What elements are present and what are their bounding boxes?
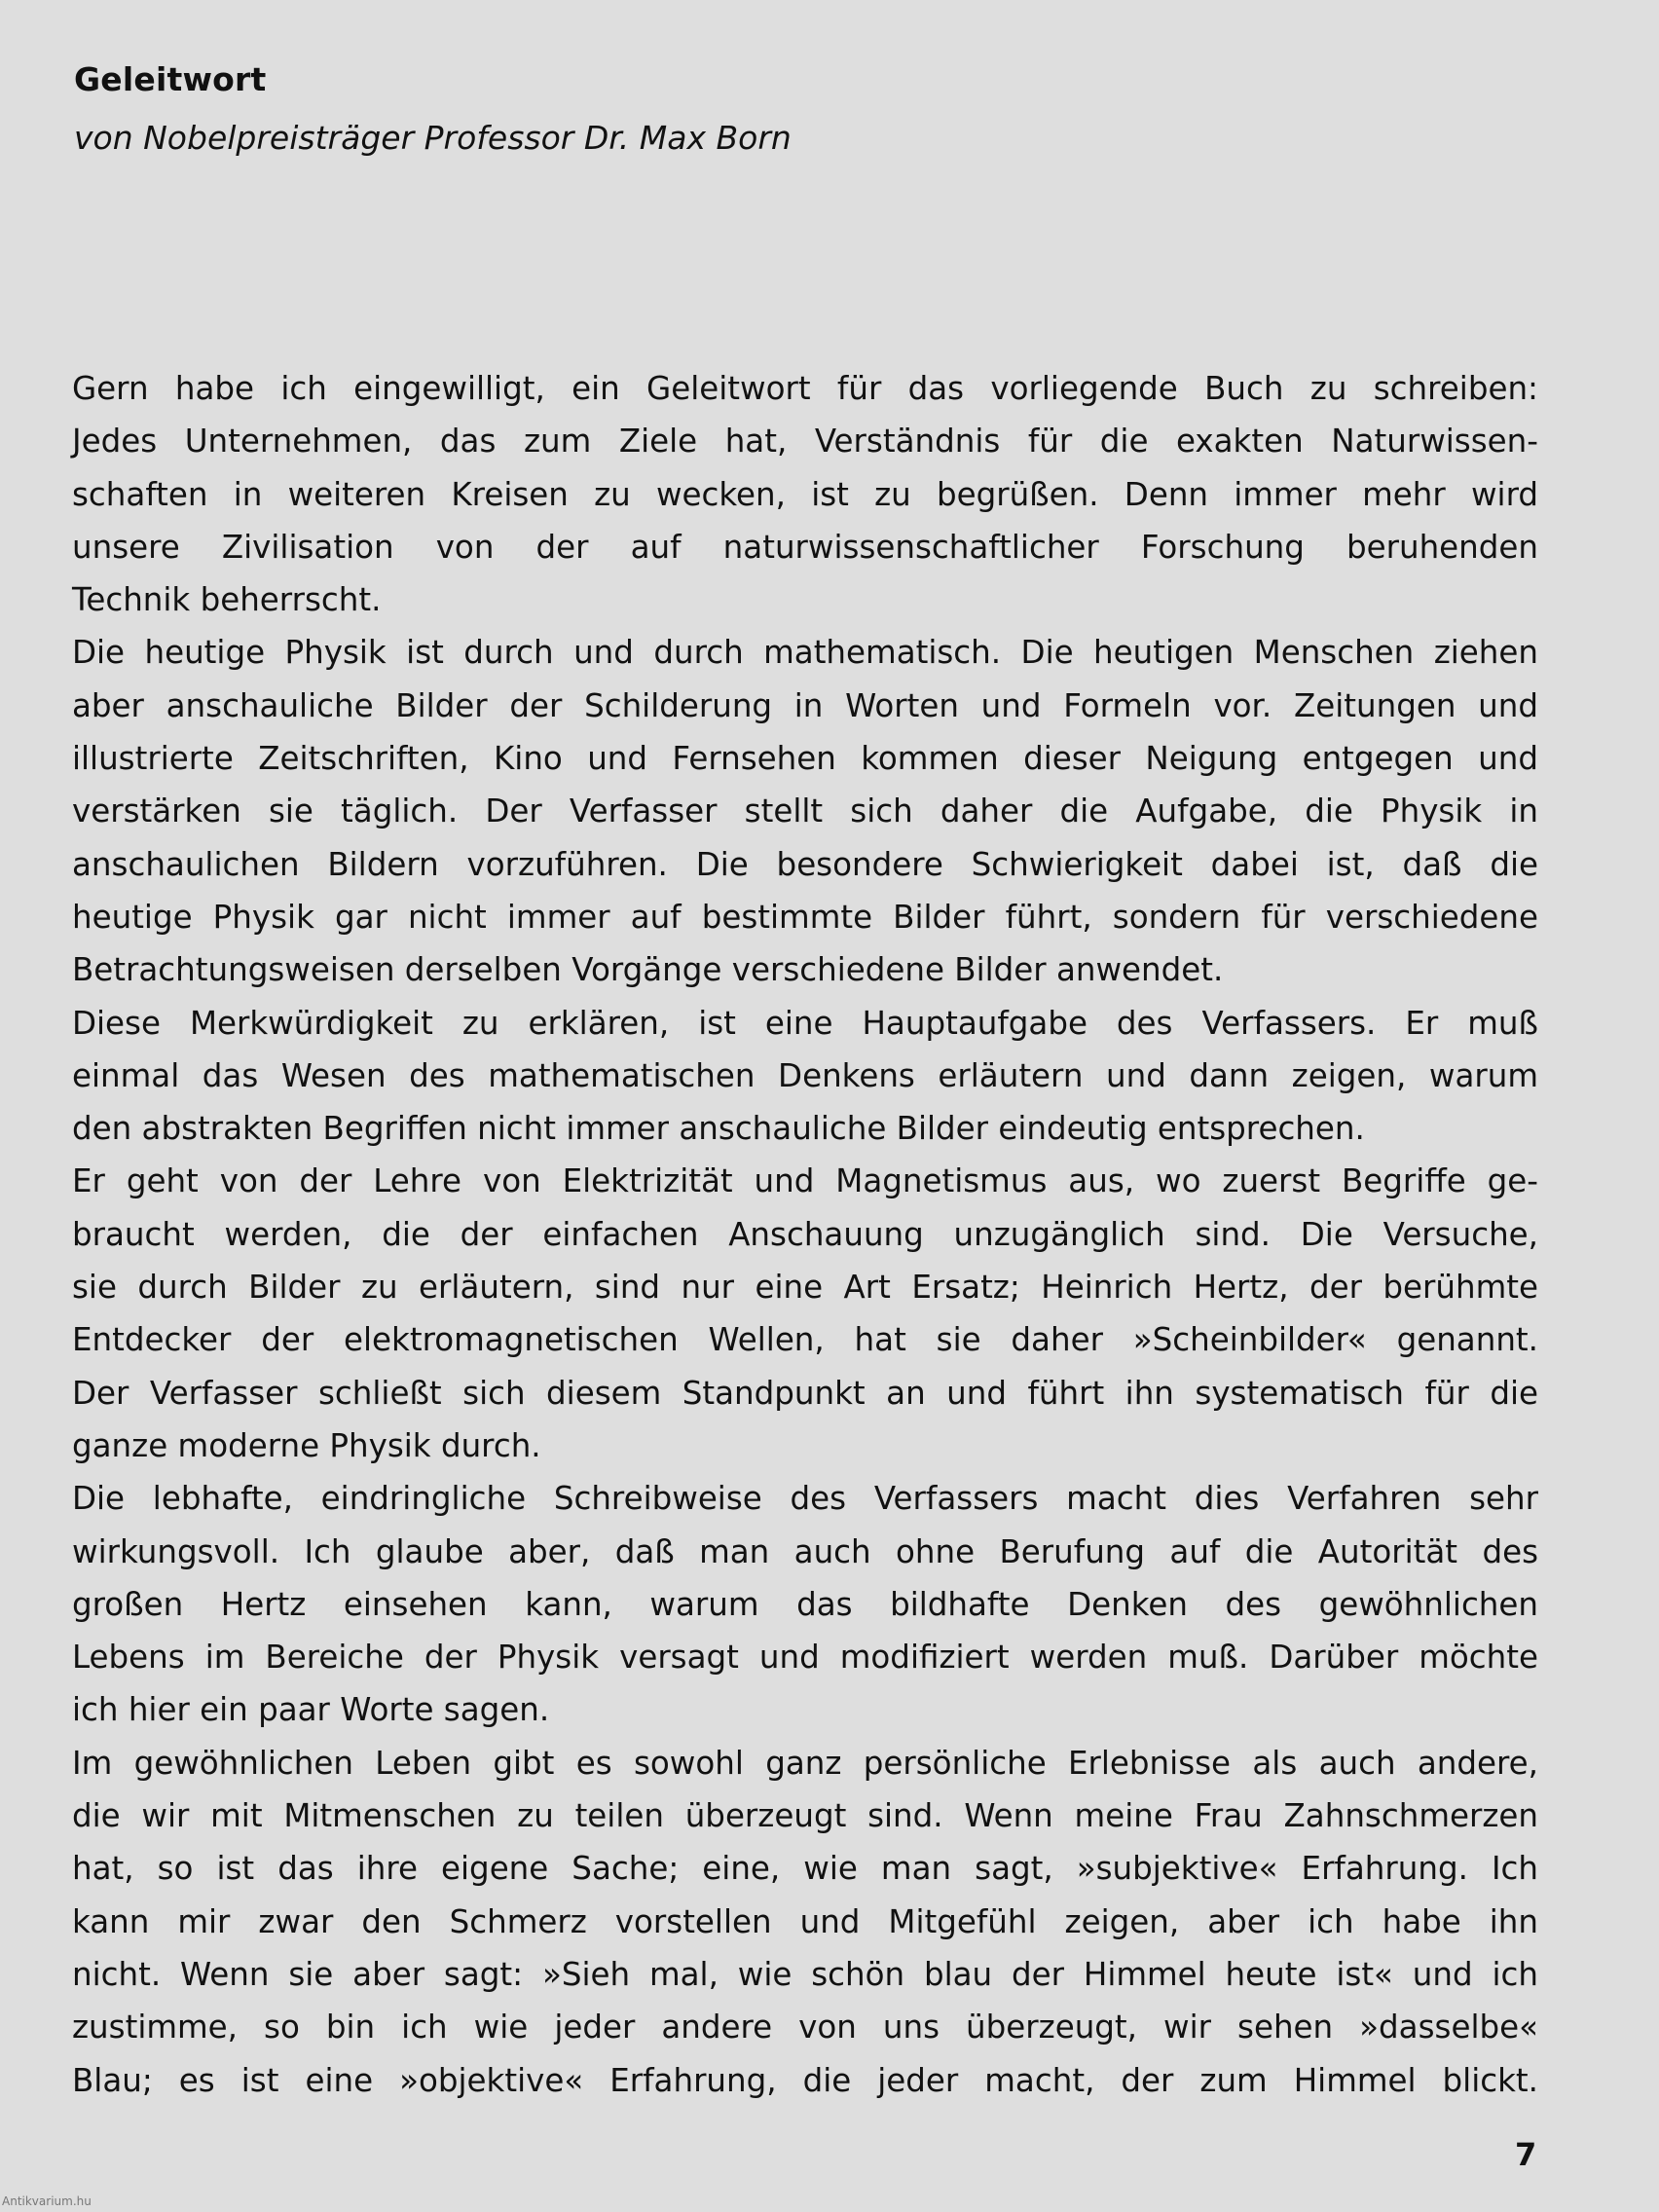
watermark: Antikvarium.hu [2, 2194, 92, 2208]
text-line: Entdecker der elektromagnetischen Wellen, hat sie daher »Scheinbilder« genannt. [72, 1321, 1538, 1359]
text-line: großen Hertz einsehen kann, warum das bildhafte Denken des gewöhnlichen [72, 1585, 1538, 1623]
text-line: Er geht von der Lehre von Elektrizität und Magnetismus aus, wo zuerst Begriffe ge- [72, 1162, 1538, 1200]
text-line: Betrachtungsweisen derselben Vorgänge verschiedene Bilder anwendet. [72, 951, 1224, 989]
text-line: wirkungsvoll. Ich glaube aber, daß man auch ohne Berufung auf die Autorität des [72, 1532, 1538, 1570]
text-line: aber anschauliche Bilder der Schilderung in Worten und Formeln vor. Zeitungen und [72, 686, 1538, 724]
text-line: Lebens im Bereiche der Physik versagt und modifiziert werden muß. Darüber möchte [72, 1639, 1538, 1677]
page-title: Geleitwort [74, 60, 267, 98]
text-line: ganze moderne Physik durch. [72, 1426, 541, 1464]
text-line: Blau; es ist eine »objektive« Erfahrung, die jeder macht, der zum Himmel blickt. [72, 2061, 1538, 2099]
text-line: heutige Physik gar nicht immer auf bestimmte Bilder führt, sondern für verschiedene [72, 898, 1538, 936]
text-line: kann mir zwar den Schmerz vorstellen und Mitgefühl zeigen, aber ich habe ihn [72, 1902, 1538, 1940]
text-line: ich hier ein paar Worte sagen. [72, 1691, 550, 1729]
text-line: die wir mit Mitmenschen zu teilen überzeugt sind. Wenn meine Frau Zahnschmerzen [72, 1797, 1538, 1835]
text-line: zustimme, so bin ich wie jeder andere von uns überzeugt, wir sehen »dasselbe« [72, 2009, 1538, 2046]
text-line: Die heutige Physik ist durch und durch mathematisch. Die heutigen Menschen ziehen [72, 634, 1538, 672]
text-line: verstärken sie täglich. Der Verfasser stellt sich daher die Aufgabe, die Physik in [72, 793, 1538, 830]
page-subtitle: von Nobelpreisträger Professor Dr. Max Born [74, 119, 792, 157]
text-line: anschaulichen Bildern vorzuführen. Die besondere Schwierigkeit dabei ist, daß die [72, 845, 1538, 883]
text-line: Die lebhafte, eindringliche Schreibweise des Verfassers macht dies Verfahren sehr [72, 1480, 1538, 1518]
text-line: Der Verfasser schließt sich diesem Standpunkt an und führt ihn systematisch für die [72, 1374, 1538, 1412]
text-line: den abstrakten Begriffen nicht immer anschauliche Bilder eindeutig entsprechen. [72, 1110, 1365, 1148]
text-line: unsere Zivilisation von der auf naturwissenschaftlicher Forschung beruhenden [72, 528, 1538, 566]
body-text [72, 362, 1538, 2107]
text-line: Gern habe ich eingewilligt, ein Geleitwort für das vorliegende Buch zu schreiben: [72, 370, 1538, 407]
text-line: Technik beherrscht. [72, 581, 382, 619]
page-number: 7 [1515, 2136, 1537, 2173]
text-line: sie durch Bilder zu erläutern, sind nur eine Art Ersatz; Heinrich Hertz, der berühmte [72, 1269, 1538, 1307]
text-line: Jedes Unternehmen, das zum Ziele hat, Verständnis für die exakten Naturwissen- [72, 423, 1538, 461]
text-line: einmal das Wesen des mathematischen Denkens erläutern und dann zeigen, warum [72, 1056, 1538, 1094]
text-line: nicht. Wenn sie aber sagt: »Sieh mal, wie schön blau der Himmel heute ist« und ich [72, 1955, 1538, 1993]
text-line: illustrierte Zeitschriften, Kino und Fernsehen kommen dieser Neigung entgegen und [72, 740, 1538, 778]
text-line: braucht werden, die der einfachen Anschauung unzugänglich sind. Die Versuche, [72, 1215, 1538, 1253]
text-line: hat, so ist das ihre eigene Sache; eine, wie man sagt, »subjektive« Erfahrung. Ich [72, 1850, 1538, 1888]
text-line: Diese Merkwürdigkeit zu erklären, ist eine Hauptaufgabe des Verfassers. Er muß [72, 1004, 1538, 1042]
text-line: Im gewöhnlichen Leben gibt es sowohl ganz persönliche Erlebnisse als auch andere, [72, 1744, 1538, 1782]
text-line: schaften in weiteren Kreisen zu wecken, ist zu begrüßen. Denn immer mehr wird [72, 475, 1538, 513]
